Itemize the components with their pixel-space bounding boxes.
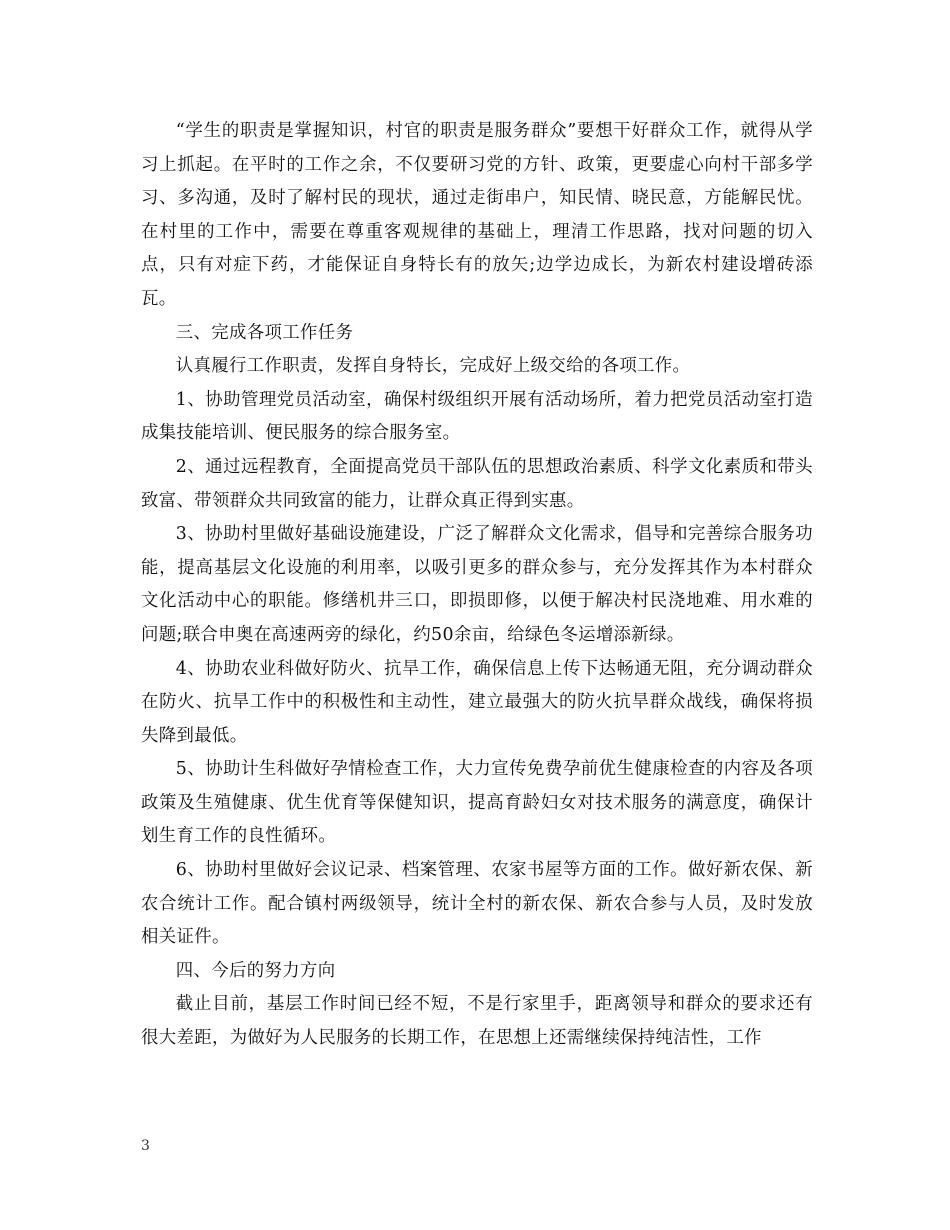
list-item-5: 5、协助计生科做好孕情检查工作，大力宣传免费孕前优生健康检查的内容及各项政策及生殖健康、优生优育等保健知识，提高育龄妇女对技术服务的满意度，确保计划生育工作的良性循环。 <box>141 759 813 847</box>
list-item-6: 6、协助村里做好会议记录、档案管理、农家书屋等方面的工作。做好新农保、新农合统计工作。配合镇村两级领导，统计全村的新农保、新农合参与人员，及时发放相关证件。 <box>141 860 813 948</box>
list-item-3: 3、协助村里做好基础设施建设，广泛了解群众文化需求，倡导和完善综合服务功能，提高基层文化设施的利用率，以吸引更多的群众参与，充分发挥其作为本村群众文化活动中心的职能。修缮机井三口，即损即修，以便于解决村民浇地难、用水难的问题;联合申奥在高速两旁的绿化，约50余亩，给绿色冬运增添新绿。 <box>141 524 813 645</box>
list-item-2: 2、通过远程教育，全面提高党员干部队伍的思想政治素质、科学文化素质和带头致富、带领群众共同致富的能力，让群众真正得到实惠。 <box>141 456 813 511</box>
list-item-4: 4、协助农业科做好防火、抗旱工作，确保信息上传下达畅通无阻，充分调动群众在防火、抗旱工作中的积极性和主动性，建立最强大的防火抗旱群众战线，确保将损失降到最低。 <box>141 658 813 746</box>
section-heading-future: 四、今后的努力方向 <box>175 960 336 981</box>
document-body <box>141 115 813 1056</box>
list-item-1: 1、协助管理党员活动室，确保村级组织开展有活动场所，着力把党员活动室打造成集技能培训、便民服务的综合服务室。 <box>141 389 813 444</box>
paragraph-future: 截止目前，基层工作时间已经不短，不是行家里手，距离领导和群众的要求还有很大差距，为做好为人民服务的长期工作，在思想上还需继续保持纯洁性，工作 <box>141 994 813 1049</box>
section-heading-tasks: 三、完成各项工作任务 <box>175 322 354 343</box>
paragraph-study: “学生的职责是掌握知识，村官的职责是服务群众”要想干好群众工作，就得从学习上抓起。在平时的工作之余，不仅要研习党的方针、政策，更要虚心向村干部多学习、多沟通，及时了解村民的现状，通过走街串户，知民情、晓民意，方能解民忧。在村里的工作中，需要在尊重客观规律的基础上，理清工作思路，找对问题的切入点，只有对症下药，才能保证自身特长有的放矢;边学边成长，为新农村建设增砖添瓦。 <box>141 121 813 309</box>
page-number: 3 <box>141 1138 150 1154</box>
paragraph-duties: 认真履行工作职责，发挥自身特长，完成好上级交给的各项工作。 <box>175 356 691 377</box>
